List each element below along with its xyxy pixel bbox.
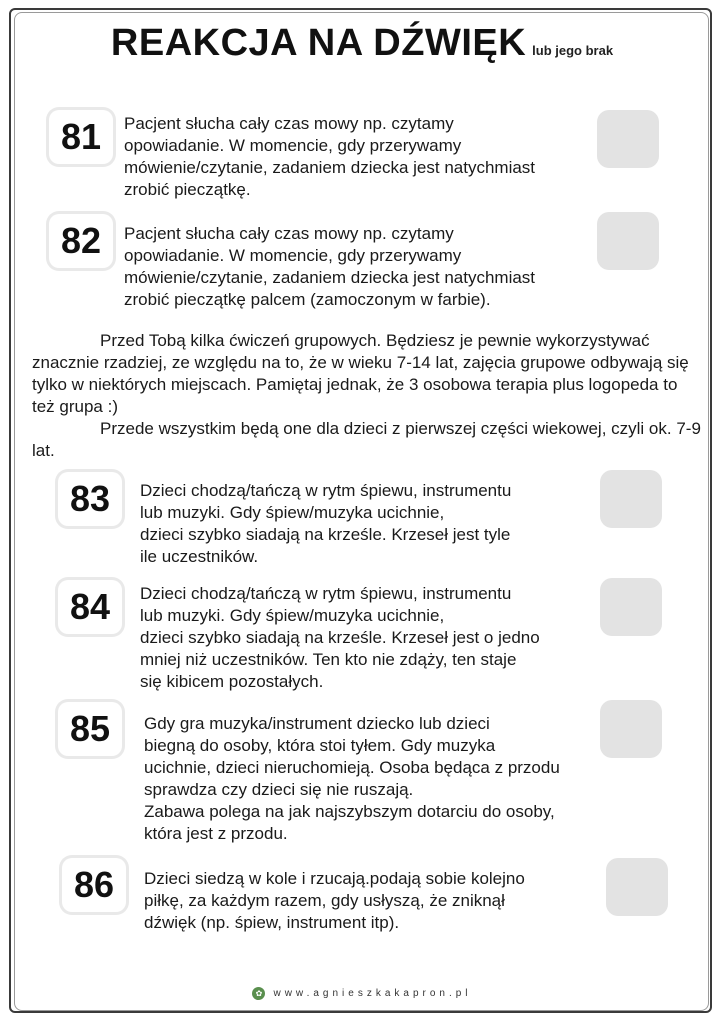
task-description: Gdy gra muzyka/instrument dziecko lub dzieci biegną do osoby, która stoi tyłem. Gdy muzyka ucichnie, dzieci nieruchomieją. Osoba będąca z przodu sprawdza czy dzieci się nie ruszają. Zabawa polega na jak najszybszym dotarciu do osoby, która jest z przodu.	[144, 714, 560, 843]
task-number-badge: 86	[62, 858, 126, 912]
title-subtitle: lub jego brak	[532, 43, 614, 58]
task-description: Dzieci chodzą/tańczą w rytm śpiewu, instrumentu lub muzyki. Gdy śpiew/muzyka ucichnie, dzieci szybko siadają na krześle. Krzeseł jest tyle ile uczestników.	[140, 481, 512, 566]
task-description: Pacjent słucha cały czas mowy np. czytamy opowiadanie. W momencie, gdy przerywamy mówienie/czytanie, zadaniem dziecka jest natychmiast zrobić pieczątkę.	[124, 114, 536, 199]
leaf-logo-icon: ✿	[252, 987, 265, 1000]
title-main: REAKCJA NA DŹWIĘK	[110, 22, 527, 64]
footer-website[interactable]: www.agnieszkakapron.pl	[273, 988, 472, 999]
task-description: Dzieci siedzą w kole i rzucają.podają sobie kolejno piłkę, za każdym razem, gdy usłyszą, że zniknął dźwięk (np. śpiew, instrument itp).	[144, 869, 525, 932]
checkbox-square[interactable]	[600, 578, 662, 636]
checkbox-square[interactable]	[597, 212, 659, 270]
task-number-badge: 84	[58, 580, 122, 634]
checkbox-square[interactable]	[606, 858, 668, 916]
intro-paragraph: Przed Tobą kilka ćwiczeń grupowych. Będziesz je pewnie wykorzystywać znacznie rzadziej, ze względu na to, że w wieku 7-14 lat, zajęcia grupowe odbywają się tylko w niektórych miejscach. Pamiętaj jednak, że 3 osobowa terapia plus logopeda to też grupa :)	[32, 331, 689, 416]
checkbox-square[interactable]	[600, 470, 662, 528]
task-number-badge: 82	[49, 214, 113, 268]
checkbox-square[interactable]	[600, 700, 662, 758]
intro-paragraph: Przede wszystkim będą one dla dzieci z pierwszej części wiekowej, czyli ok. 7-9 lat.	[32, 419, 701, 460]
task-number-badge: 85	[58, 702, 122, 756]
checkbox-square[interactable]	[597, 110, 659, 168]
task-number-badge: 83	[58, 472, 122, 526]
task-description: Dzieci chodzą/tańczą w rytm śpiewu, instrumentu lub muzyki. Gdy śpiew/muzyka ucichnie, dzieci szybko siadają na krześle. Krzeseł jest o jedno mniej niż uczestników. Ten kto nie zdąży, ten staje się kibicem pozostałych.	[140, 584, 540, 691]
intro-text	[32, 330, 702, 462]
footer	[0, 987, 724, 1000]
page-title	[0, 22, 724, 65]
task-number-badge: 81	[49, 110, 113, 164]
task-description: Pacjent słucha cały czas mowy np. czytamy opowiadanie. W momencie, gdy przerywamy mówienie/czytanie, zadaniem dziecka jest natychmiast zrobić pieczątkę palcem (zamoczonym w farbie).	[124, 224, 536, 309]
